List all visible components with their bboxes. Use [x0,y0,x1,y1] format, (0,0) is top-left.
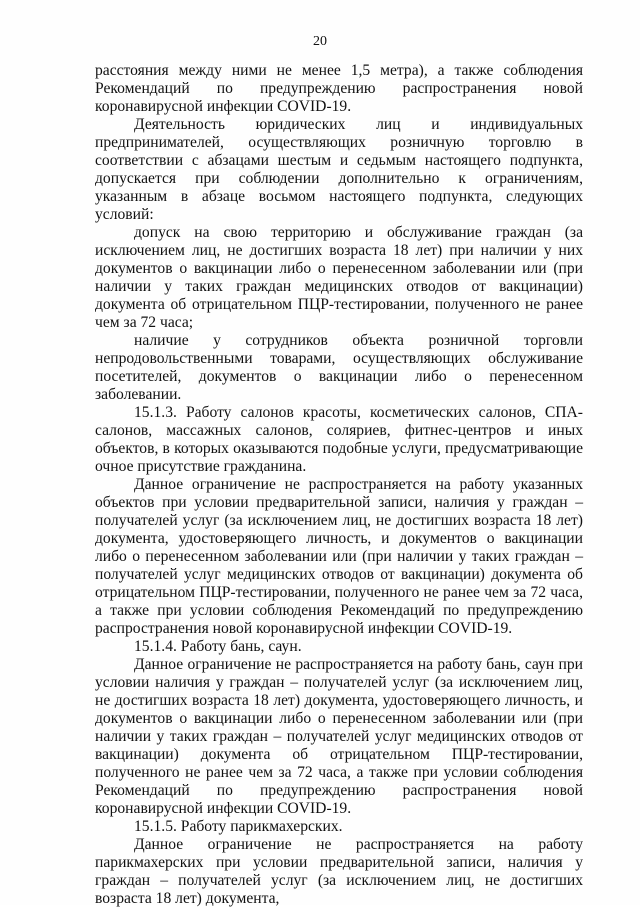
paragraph: Данное ограничение не распространяется на работу парикмахерских при условии предварительной записи, наличия у граждан – получателей услуг (за исключением лиц, не достигших возраста 18 лет) документа, [95,836,583,907]
clause-15-1-3: 15.1.3. Работу салонов красоты, косметических салонов, СПА-салонов, массажных салонов, соляриев, фитнес-центров и иных объектов, в которых оказываются подобные услуги, предусматривающие очное присутствие гражданина. [95,404,583,475]
clause-15-1-4: 15.1.4. Работу бань, саун. [134,638,302,655]
paragraph: наличие у сотрудников объекта розничной торговли непродовольственными товарами, осуществляющих обслуживание посетителей, документов о вакцинации либо о перенесенном заболевании. [95,332,583,403]
clause-15-1-5: 15.1.5. Работу парикмахерских. [134,818,343,835]
paragraph: Деятельность юридических лиц и индивидуальных предпринимателей, осуществляющих розничную торговлю в соответствии с абзацами шестым и седьмым настоящего подпункта, допускается при соблюдении дополнительно к ограничениям, указанным в абзаце восьмом настоящего подпункта, следующих условий: [95,116,583,223]
paragraph: Данное ограничение не распространяется на работу указанных объектов при условии предварительной записи, наличия у граждан – получателей услуг (за исключением лиц, не достигших возраста 18 лет) документа, удостоверяющего личность, и документов о вакцинации либо о перенесенном заболевании или (при наличии у таких граждан – получателей услуг медицинских отводов от вакцинации) документа об отрицательном ПЦР-тестировании, полученного не ранее чем за 72 часа, а также при условии соблюдения Рекомендаций по предупреждению распространения новой коронавирусной инфекции COVID-19. [95,476,583,637]
paragraph: Данное ограничение не распространяется на работу бань, саун при условии наличия у граждан – получателей услуг (за исключением лиц, не достигших возраста 18 лет) документа, удостоверяющего личность, и документов о вакцинации либо о перенесенном заболевании или (при наличии у таких граждан – получателей услуг медицинских отводов от вакцинации) документа об отрицательном ПЦР-тестировании, полученного не ранее чем за 72 часа, а также при условии соблюдения Рекомендаций по предупреждению распространения новой коронавирусной инфекции COVID-19. [95,656,583,817]
page-number: 20 [313,34,327,49]
paragraph: допуск на свою территорию и обслуживание граждан (за исключением лиц, не достигших возраста 18 лет) при наличии у них документов о вакцинации либо о перенесенном заболевании или (при наличии у таких граждан медицинских отводов от вакцинации) документа об отрицательном ПЦР-тестировании, полученного не ранее чем за 72 часа; [95,224,583,331]
paragraph: расстояния между ними не менее 1,5 метра), а также соблюдения Рекомендаций по предупреждению распространения новой коронавирусной инфекции COVID-19. [95,62,583,115]
document-body [95,62,583,908]
